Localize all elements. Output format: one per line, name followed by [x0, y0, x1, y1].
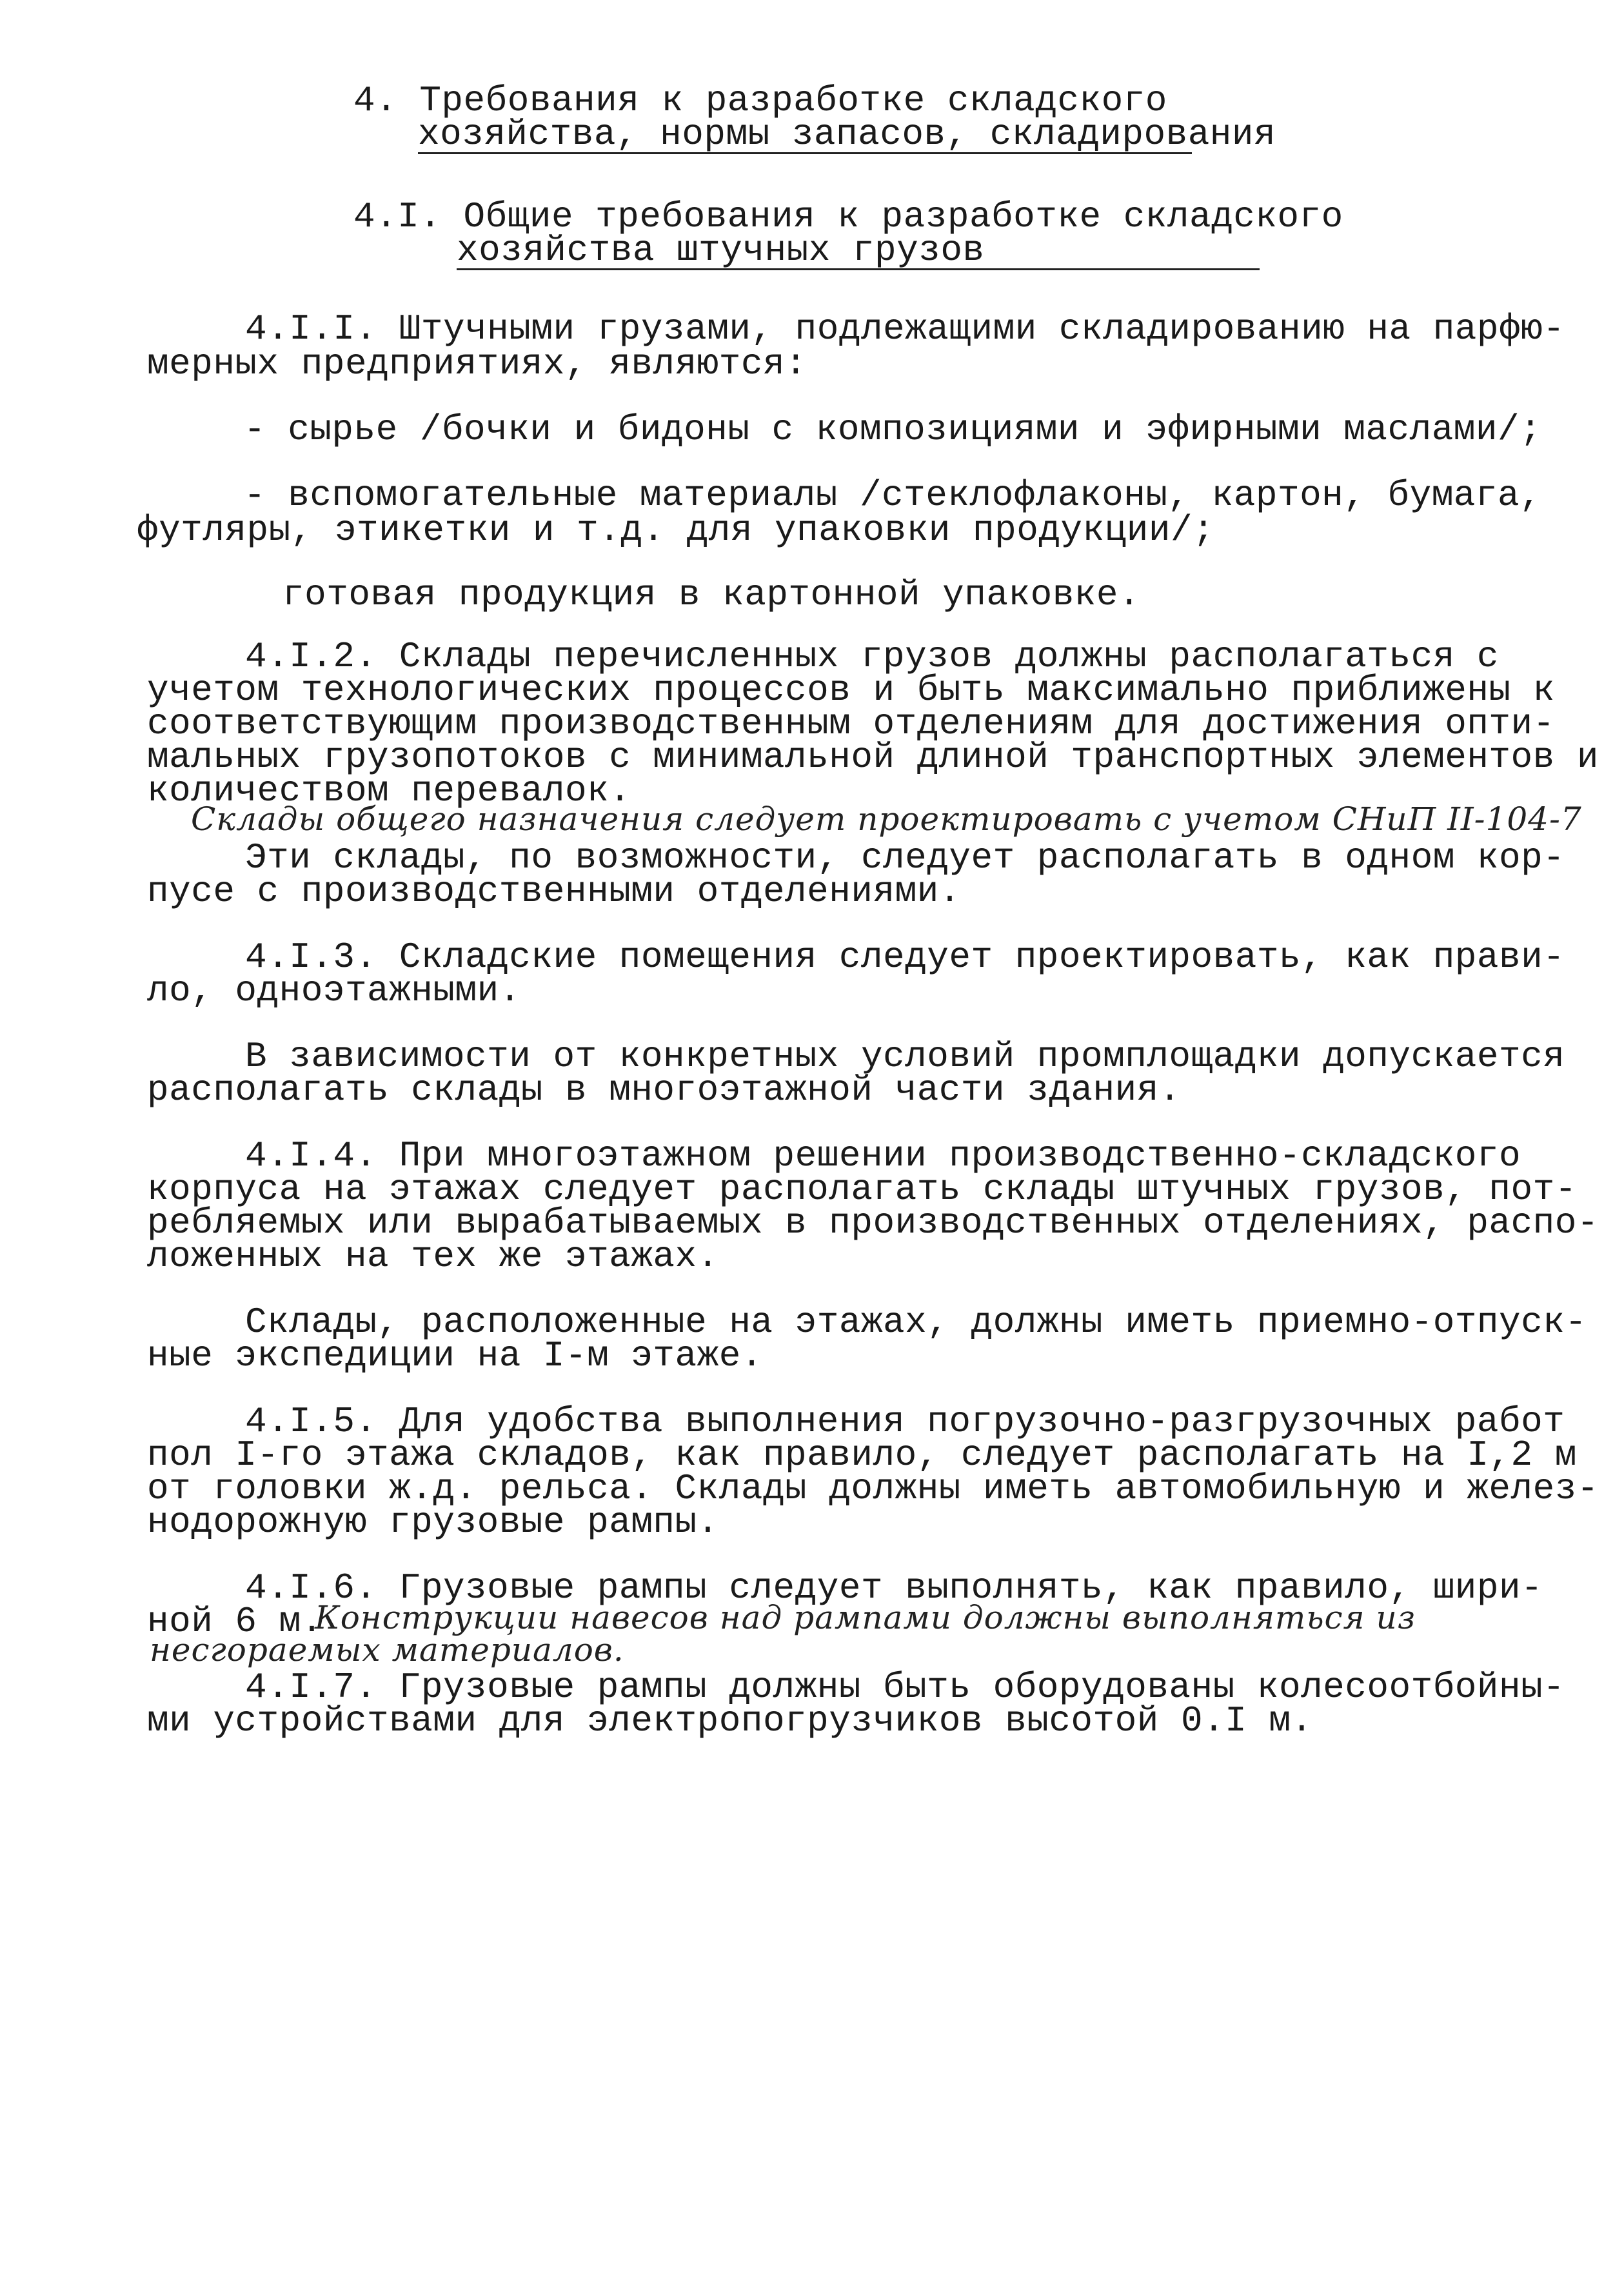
- p414-line: ребляемых или вырабатываемых в производственных отделениях, распо-: [147, 1202, 1599, 1244]
- p414-line: 4.I.4. При многоэтажном решении производственно-складского: [245, 1135, 1521, 1176]
- p412-line: мальных грузопотоков с минимальной длиной транспортных элементов и: [147, 737, 1599, 778]
- underline: [418, 152, 1192, 154]
- p412-line: соответствующим производственным отделениям для достижения опти-: [147, 703, 1555, 744]
- p413-line: ло, одноэтажными.: [147, 970, 521, 1011]
- p412-line: учетом технологических процессов и быть максимально приближены к: [147, 669, 1555, 711]
- list-item: - вспомогательные материалы /стеклофлаконы, картон, бумага,: [244, 475, 1542, 516]
- p413-line: 4.I.3. Складские помещения следует проектировать, как прави-: [245, 937, 1565, 978]
- p412-line: количеством перевалок.: [147, 770, 631, 811]
- p415-line: нодорожную грузовые рампы.: [147, 1502, 719, 1543]
- p411-line: мерных предприятиях, являются:: [147, 343, 807, 384]
- section-4-1-title: 4.I. Общие требования к разработке складского: [353, 196, 1343, 237]
- p414-line: ные экспедиции на I-м этаже.: [147, 1335, 763, 1376]
- list-item: футляры, этикетки и т.д. для упаковки продукции/;: [137, 510, 1215, 551]
- p414-line: Склады, расположенные на этажах, должны иметь приемно-отпуск-: [245, 1302, 1587, 1343]
- list-item: - сырье /бочки и бидоны с композициями и эфирными маслами/;: [244, 409, 1542, 450]
- p411-line: 4.I.I. Штучными грузами, подлежащими складированию на парфю-: [245, 308, 1565, 350]
- p413-line: В зависимости от конкретных условий промплощадки допускается: [245, 1036, 1565, 1077]
- underline: [457, 268, 1260, 270]
- p416-line: ной 6 м.: [147, 1601, 323, 1642]
- handwritten-note: Склады общего назначения следует проектировать с учетом СНиП II-104-7: [191, 800, 1582, 838]
- handwritten-note: несгораемых материалов.: [150, 1631, 624, 1669]
- p415-line: пол I-го этажа складов, как правило, следует располагать на I,2 м: [147, 1434, 1577, 1476]
- p417-line: 4.I.7. Грузовые рампы должны быть оборудованы колесоотбойны-: [245, 1667, 1565, 1708]
- section-4-title-cont: хозяйства, нормы запасов, складирования: [418, 114, 1276, 155]
- p412-line: Эти склады, по возможности, следует располагать в одном кор-: [245, 837, 1565, 878]
- p412-line: 4.I.2. Склады перечисленных грузов должны располагаться с: [245, 636, 1500, 677]
- p415-line: от головки ж.д. рельса. Склады должны иметь автомобильную и желез-: [147, 1468, 1599, 1509]
- p413-line: располагать склады в многоэтажной части здания.: [147, 1069, 1181, 1111]
- p415-line: 4.I.5. Для удобства выполнения погрузочно-разгрузочных работ: [245, 1401, 1565, 1442]
- p414-line: корпуса на этажах следует располагать склады штучных грузов, пот-: [147, 1169, 1577, 1210]
- section-4-title: 4. Требования к разработке складского: [353, 80, 1167, 121]
- p416-line: 4.I.6. Грузовые рампы следует выполнять, как правило, шири-: [245, 1567, 1543, 1609]
- section-4-1-title-cont: хозяйства штучных грузов: [457, 230, 985, 271]
- handwritten-note: Конструкции навесов над рампами должны выполняться из: [315, 1599, 1416, 1636]
- p412-line: пусе с производственными отделениями.: [147, 871, 961, 912]
- p414-line: ложенных на тех же этажах.: [147, 1236, 719, 1277]
- p417-line: ми устройствами для электропогрузчиков высотой 0.I м.: [147, 1700, 1313, 1741]
- list-item: готовая продукция в картонной упаковке.: [282, 574, 1141, 615]
